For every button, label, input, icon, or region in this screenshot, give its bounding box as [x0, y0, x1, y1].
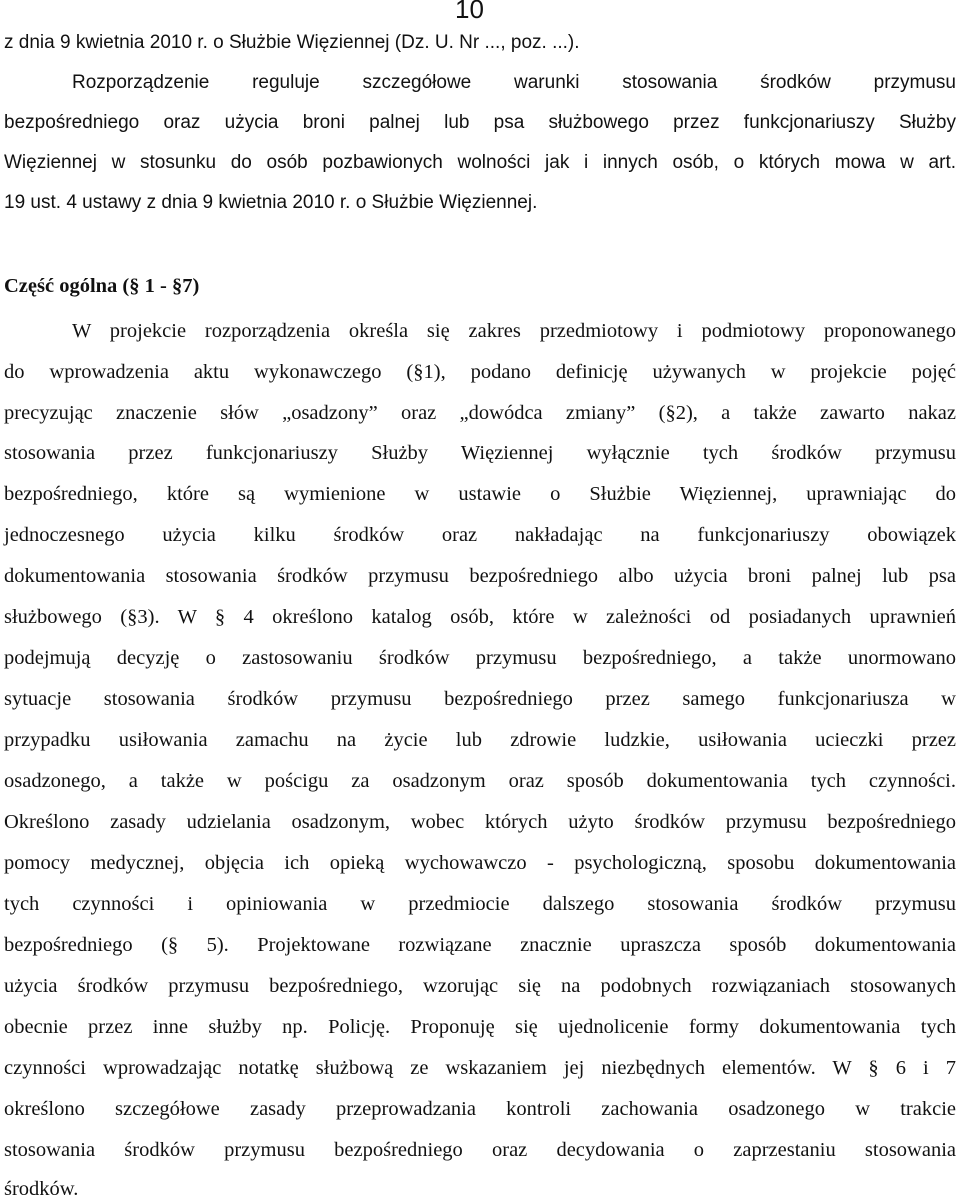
text-line: obecnie przez inne służby np. Policję. Proponuję się ujednolicenie formy dokumentowania tych: [4, 1016, 956, 1038]
text-line: dokumentowania stosowania środków przymusu bezpośredniego albo użycia broni palnej lub psa: [4, 565, 956, 587]
text-line: czynności wprowadzając notatkę służbową ze wskazaniem jej niezbędnych elementów. W § 6 i 7: [4, 1057, 956, 1079]
text-line: służbowego (§3). W § 4 określono katalog osób, które w zależności od posiadanych uprawnień: [4, 606, 956, 628]
text-line: środków.: [4, 1178, 79, 1200]
text-line: stosowania przez funkcjonariuszy Służby Więziennej wyłącznie tych środków przymusu: [4, 442, 956, 464]
text-line: W projekcie rozporządzenia określa się zakres przedmiotowy i podmiotowy proponowanego: [72, 320, 956, 342]
text-line: precyzując znaczenie słów „osadzony” oraz „dowódca zmiany” (§2), a także zawarto nakaz: [4, 402, 956, 424]
intro-line: Rozporządzenie reguluje szczegółowe warunki stosowania środków przymusu: [72, 72, 956, 93]
text-line: stosowania środków przymusu bezpośredniego oraz decydowania o zaprzestaniu stosowania: [4, 1139, 956, 1161]
text-line: tych czynności i opiniowania w przedmiocie dalszego stosowania środków przymusu: [4, 893, 956, 915]
text-line: przypadku usiłowania zamachu na życie lub zdrowie ludzkie, usiłowania ucieczki przez: [4, 729, 956, 751]
text-line: Określono zasady udzielania osadzonym, wobec których użyto środków przymusu bezpośredniego: [4, 811, 956, 833]
intro-line: bezpośredniego oraz użycia broni palnej lub psa służbowego przez funkcjonariuszy Służby: [4, 112, 956, 133]
text-line: bezpośredniego, które są wymienione w ustawie o Służbie Więziennej, uprawniając do: [4, 483, 956, 505]
intro-line: 19 ust. 4 ustawy z dnia 9 kwietnia 2010 r. o Służbie Więziennej.: [4, 192, 538, 213]
intro-line: z dnia 9 kwietnia 2010 r. o Służbie Więziennej (Dz. U. Nr ..., poz. ...).: [4, 32, 580, 53]
text-line: podejmują decyzję o zastosowaniu środków przymusu bezpośredniego, a także unormowano: [4, 647, 956, 669]
intro-line: Więziennej w stosunku do osób pozbawionych wolności jak i innych osób, o których mowa w art.: [4, 152, 956, 173]
text-line: sytuacje stosowania środków przymusu bezpośredniego przez samego funkcjonariusza w: [4, 688, 956, 710]
text-line: do wprowadzenia aktu wykonawczego (§1), podano definicję używanych w projekcie pojęć: [4, 361, 956, 383]
text-line: użycia środków przymusu bezpośredniego, wzorując się na podobnych rozwiązaniach stosowanych: [4, 975, 956, 997]
text-line: jednoczesnego użycia kilku środków oraz nakładając na funkcjonariuszy obowiązek: [4, 524, 956, 546]
text-line: osadzonego, a także w pościgu za osadzonym oraz sposób dokumentowania tych czynności.: [4, 770, 956, 792]
text-line: bezpośredniego (§ 5). Projektowane rozwiązane znacznie upraszcza sposób dokumentowania: [4, 934, 956, 956]
section-heading: Część ogólna (§ 1 - §7): [4, 275, 200, 297]
text-line: określono szczegółowe zasady przeprowadzania kontroli zachowania osadzonego w trakcie: [4, 1098, 956, 1120]
page-number: 10: [455, 0, 484, 24]
text-line: pomocy medycznej, objęcia ich opieką wychowawczo - psychologiczną, sposobu dokumentowania: [4, 852, 956, 874]
